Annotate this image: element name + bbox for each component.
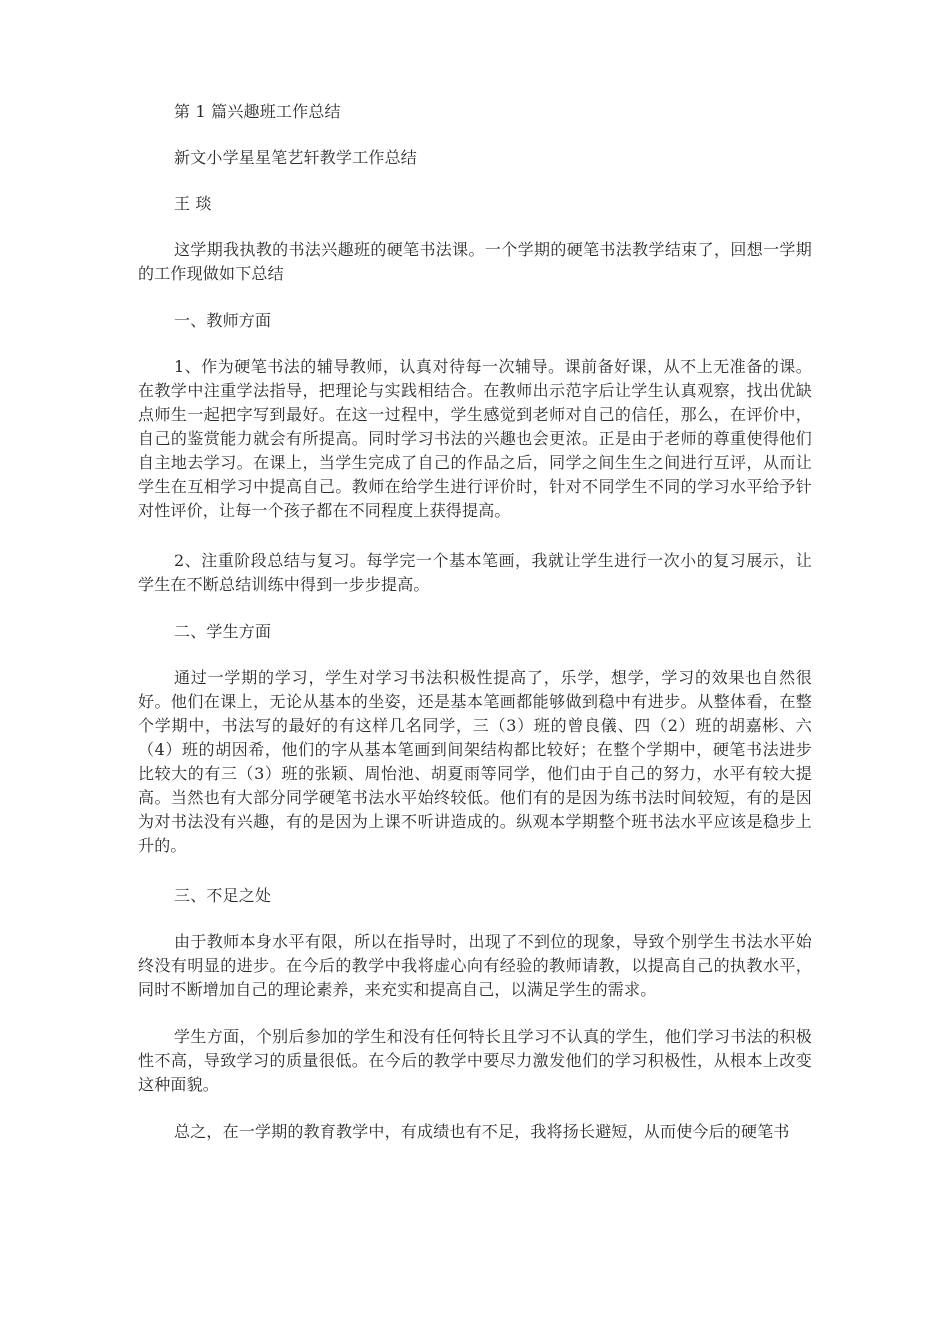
teacher-paragraph-2: 2、注重阶段总结与复习。每学完一个基本笔画，我就让学生进行一次小的复习展示，让学生在不断总结训练中得到一步步提高。 (138, 551, 812, 594)
document-page (138, 100, 812, 1167)
section-heading-shortcomings: 三、不足之处 (174, 886, 272, 905)
intro-paragraph: 这学期我执教的书法兴趣班的硬笔书法课。一个学期的硬笔书法教学结束了，回想一学期的工作现做如下总结 (138, 240, 812, 283)
author-name: 王 琰 (174, 194, 212, 213)
section-heading-students: 二、学生方面 (174, 622, 272, 641)
document-title: 第 1 篇兴趣班工作总结 (174, 102, 341, 121)
document-subtitle: 新文小学星星笔艺轩教学工作总结 (174, 148, 418, 167)
conclusion-paragraph: 总之，在一学期的教育教学中，有成绩也有不足，我将扬长避短，从而使今后的硬笔书 (174, 1122, 790, 1141)
shortcomings-paragraph-1: 由于教师本身水平有限，所以在指导时，出现了不到位的现象，导致个别学生书法水平始终没有明显的进步。在今后的教学中我将虚心向有经验的教师请教，以提高自己的执教水平，同时不断增加自己的理论素养，来充实和提高自己，以满足学生的需求。 (138, 932, 812, 999)
teacher-paragraph-1: 1、作为硬笔书法的辅导教师，认真对待每一次辅导。课前备好课，从不上无准备的课。在教学中注重学法指导，把理论与实践相结合。在教师出示范字后让学生认真观察，找出优缺点师生一起把字写到最好。在这一过程中，学生感觉到老师对自己的信任，那么，在评价中，自己的鉴赏能力就会有所提高。同时学习书法的兴趣也会更浓。正是由于老师的尊重使得他们自主地去学习。在课上，当学生完成了自己的作品之后，同学之间生生之间进行互评，从而让学生在互相学习中提高自己。教师在给学生进行评价时，针对不同学生不同的学习水平给予针对性评价，让每一个孩子都在不同程度上获得提高。 (138, 357, 812, 520)
students-paragraph: 通过一学期的学习，学生对学习书法积极性提高了，乐学，想学，学习的效果也自然很好。他们在课上，无论从基本的坐姿，还是基本笔画都能够做到稳中有进步。从整体看，在整个学期中，书法写的最好的有这样几名同学，三（3）班的曾良儀、四（2）班的胡嘉彬、六（4）班的胡因希，他们的字从基本笔画到间架结构都比较好；在整个学期中，硬笔书法进步比较大的有三（3）班的张颖、周怡池、胡夏雨等同学，他们由于自己的努力，水平有较大提高。当然也有大部分同学硬笔书法水平始终较低。他们有的是因为练书法时间较短，有的是因为对书法没有兴趣，有的是因为上课不听讲造成的。纵观本学期整个班书法水平应该是稳步上升的。 (138, 668, 812, 855)
shortcomings-paragraph-2: 学生方面，个别后参加的学生和没有任何特长且学习不认真的学生，他们学习书法的积极性不高，导致学习的质量很低。在今后的教学中要尽力激发他们的学习积极性，从根本上改变这种面貌。 (138, 1027, 812, 1094)
section-heading-teacher: 一、教师方面 (174, 311, 272, 330)
